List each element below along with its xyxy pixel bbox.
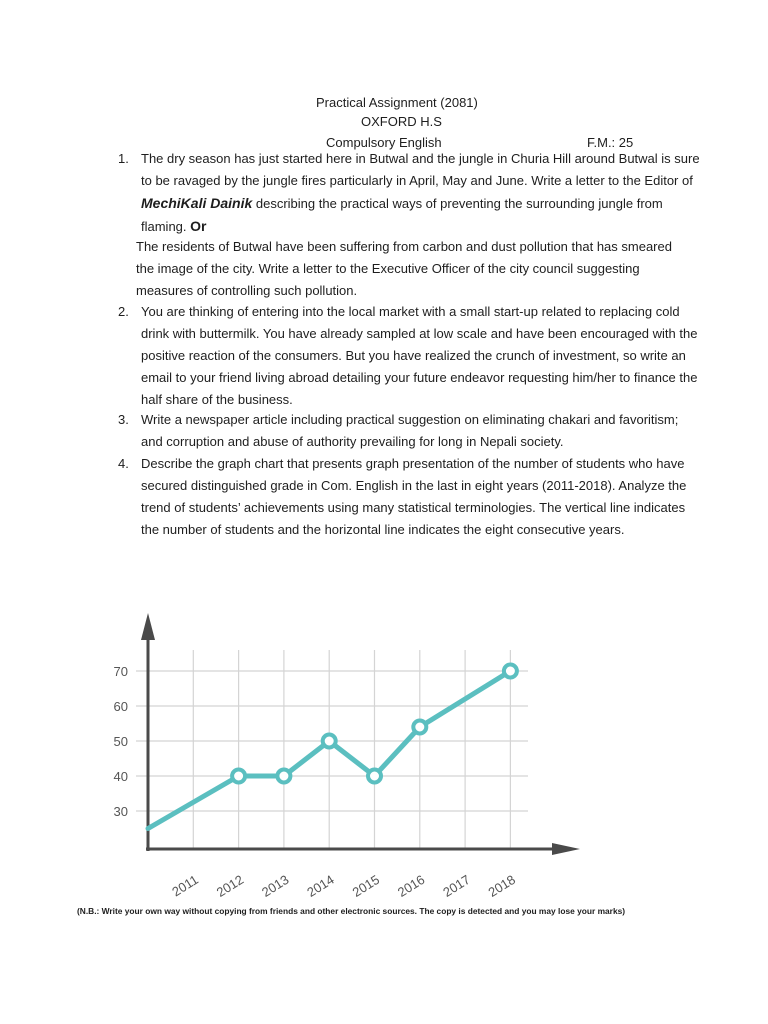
question-1-alternative bbox=[136, 236, 681, 302]
x-tick-label: 2018 bbox=[485, 871, 518, 900]
question-text: You are thinking of entering into the local market with a small start-up related to replacing cold drink with buttermilk. You have already sampled at low scale and have been encouraged with the positive reaction of the consumers. But you have realized the crunch of investment, so write an email to your friend living abroad detailing your future endeavor requesting him/her to finance the half share of the business. bbox=[141, 304, 698, 407]
students-line-chart bbox=[0, 600, 768, 900]
y-tick-label: 30 bbox=[113, 804, 128, 819]
chart-grid bbox=[136, 650, 528, 849]
assignment-title: Practical Assignment (2081) bbox=[316, 95, 478, 110]
chart-axes bbox=[141, 613, 580, 855]
y-tick-labels bbox=[114, 664, 128, 819]
question-1-text-part-b: describing the practical ways of preventing the surrounding jungle from flaming. bbox=[141, 196, 663, 234]
y-tick-label: 70 bbox=[113, 664, 128, 679]
question-number: 4. bbox=[118, 456, 129, 471]
question-number: 2. bbox=[118, 304, 129, 319]
subject-name: Compulsory English bbox=[326, 135, 442, 150]
newspaper-name: MechiKali Dainik bbox=[141, 195, 253, 211]
x-tick-label: 2016 bbox=[394, 871, 428, 900]
data-series bbox=[148, 665, 517, 829]
footer-note: (N.B.: Write your own way without copying from friends and other electronic sources. The copy is detected and you may lose your marks) bbox=[77, 906, 626, 916]
question-3 bbox=[118, 409, 708, 453]
question-number: 3. bbox=[118, 412, 129, 427]
data-point bbox=[277, 770, 290, 783]
x-axis-arrow bbox=[552, 843, 580, 855]
x-tick-labels bbox=[169, 872, 518, 900]
x-tick-label: 2017 bbox=[440, 871, 473, 900]
data-point bbox=[232, 770, 245, 783]
full-marks: F.M.: 25 bbox=[587, 135, 634, 150]
data-point bbox=[323, 735, 336, 748]
alternative-text: The residents of Butwal have been suffering from carbon and dust pollution that has smeared the image of the city. Write a letter to the Executive Officer of the city council suggesting measures of controlling such pollution. bbox=[136, 239, 672, 298]
question-text: Write a newspaper article including practical suggestion on eliminating chakari and favoritism; and corruption and abuse of authority prevailing for long in Nepali society. bbox=[141, 412, 679, 449]
x-tick-label: 2012 bbox=[213, 871, 247, 900]
y-tick-label: 50 bbox=[113, 734, 128, 749]
data-point bbox=[413, 721, 426, 734]
x-tick-label: 2015 bbox=[349, 871, 383, 900]
or-label: Or bbox=[190, 218, 207, 234]
data-point bbox=[368, 770, 381, 783]
x-tick-label: 2014 bbox=[304, 871, 337, 900]
y-axis-arrow bbox=[141, 613, 155, 640]
y-tick-label: 60 bbox=[113, 699, 128, 714]
data-point bbox=[504, 665, 517, 678]
question-4 bbox=[118, 453, 708, 563]
x-tick-label: 2011 bbox=[169, 871, 201, 900]
y-tick-label: 40 bbox=[113, 769, 128, 784]
question-2 bbox=[118, 301, 708, 411]
question-text: Describe the graph chart that presents graph presentation of the number of students who have secured distinguished grade in Com. English in the last in eight years (2011-2018). Analyze the trend of students’ achievements using many statistical terminologies. The vertical line indicates the number of students and the horizontal line indicates the eight consecutive years. bbox=[141, 456, 687, 537]
question-1-text-part-a: The dry season has just started here in Butwal and the jungle in Churia Hill around Butwal is sure to be ravaged by the jungle fires particularly in April, May and June. Write a letter to the Editor of bbox=[141, 151, 700, 188]
school-name: OXFORD H.S bbox=[361, 114, 442, 129]
question-number: 1. bbox=[118, 151, 129, 166]
x-tick-label: 2013 bbox=[259, 871, 292, 900]
question-text bbox=[141, 148, 701, 238]
